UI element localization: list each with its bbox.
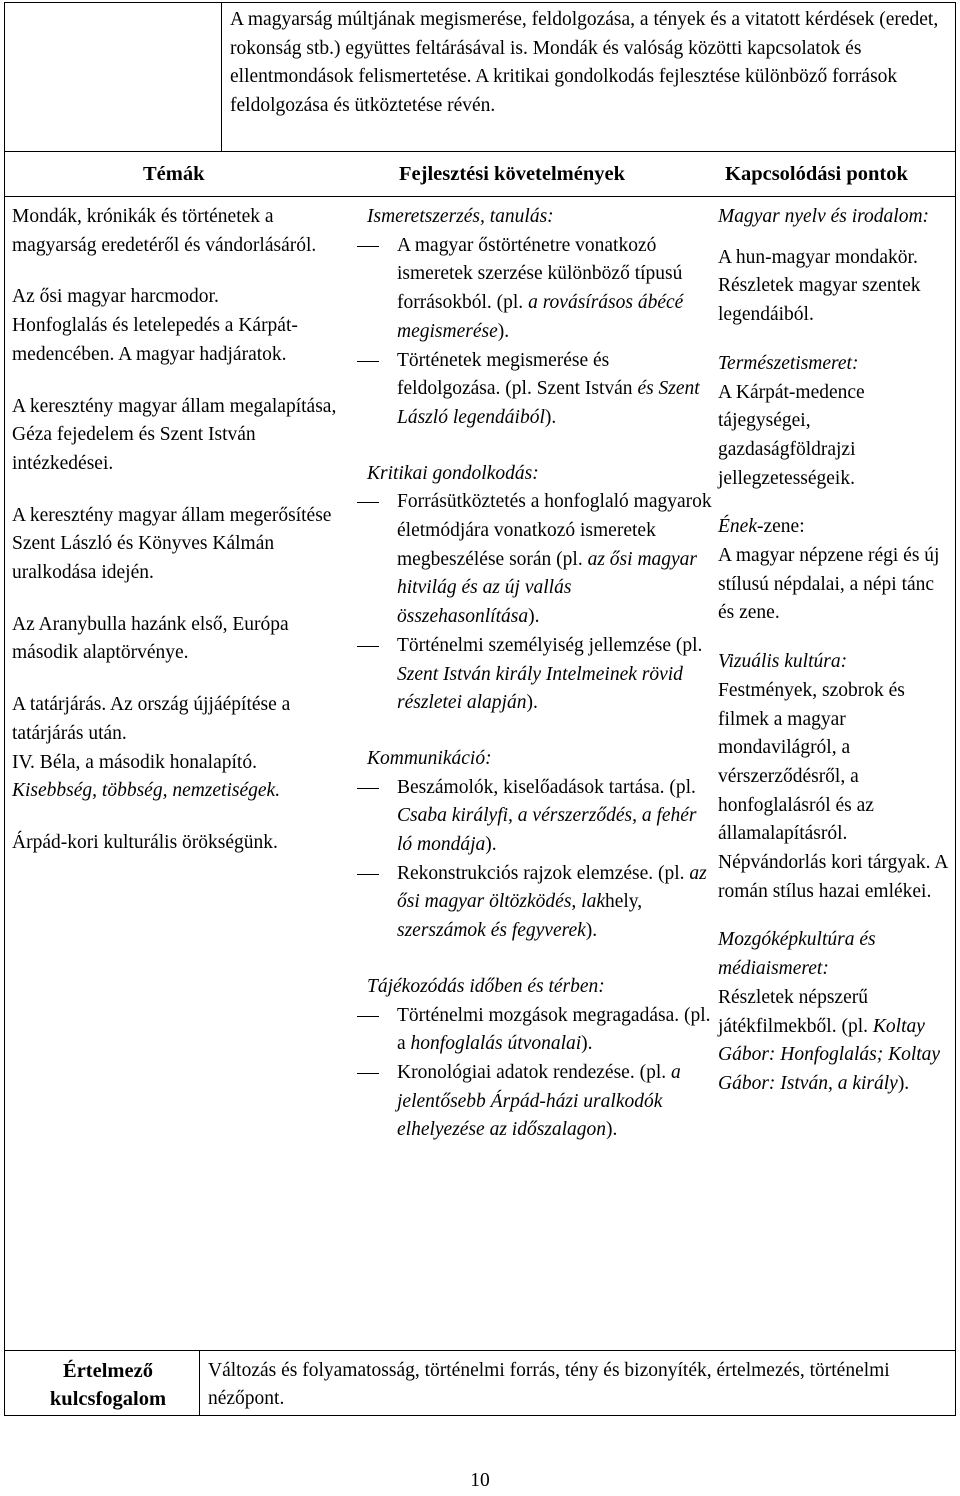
- list-item-italic: az ősi magyar öltözködés, lak: [397, 862, 707, 913]
- list-item-italic: szerszámok és fegyverek: [397, 920, 586, 942]
- topic-bela-iv: IV. Béla, a második honalapító.: [12, 751, 257, 773]
- list-item-text: Történelmi mozgások megragadása. (pl. a: [397, 1004, 711, 1055]
- topic-conquest: Honfoglalás és letelepedés a Kárpát-medencében. A magyar hadjáratok.: [12, 315, 298, 365]
- list-item: [357, 232, 712, 347]
- connection-visual-title: [718, 648, 950, 677]
- connection-science-title-text: Természetismeret:: [718, 352, 859, 374]
- topic-warfare: Az ősi magyar harcmodor.: [12, 286, 219, 308]
- list-item-italic: az ősi magyar hitvilág és az új vallás összehasonlítása: [397, 548, 698, 628]
- table-top-border: [4, 2, 956, 3]
- connection-science-text: A Kárpát-medence tájegységei, gazdaságföldrajzi jellegzetességeik.: [718, 381, 865, 489]
- concepts-text: Változás és folyamatosság, történelmi forrás, tény és bizonyíték, értelmezés, történelmi nézőpont.: [208, 1360, 890, 1409]
- header-row-top-border: [4, 151, 956, 152]
- list-item-italic: honfoglalás útvonalai: [410, 1033, 582, 1055]
- connection-media-title: [718, 926, 950, 983]
- section-knowledge-title: [357, 203, 712, 232]
- section-communication-title-text: Kommunikáció:: [367, 747, 492, 769]
- list-item-tail: ).: [528, 606, 540, 628]
- concepts-label-divider: [199, 1350, 200, 1416]
- connection-literature-text: A hun-magyar mondakör. Részletek magyar szentek legendáiból.: [718, 246, 921, 326]
- connection-music-title-plain: -zene:: [756, 516, 805, 538]
- section-orientation-title-text: Tájékozódás időben és térben:: [367, 975, 605, 997]
- concepts-row-top-border: [4, 1350, 956, 1351]
- header-row-bottom-border: [4, 196, 956, 197]
- list-item-italic: a jelentősebb Árpád-házi uralkodók elhelyezése az időszalagon: [397, 1061, 681, 1141]
- list-item-italic: Csaba királyfi, a vérszerződés, a fehér ló mondája: [397, 805, 697, 856]
- connection-visual-text: Festmények, szobrok és filmek a magyar mondavilágról, a vérszerződésről, a honfoglalásról és az államalapításról. Népvándorlás kori tárgyak. A román stílus hazai emlékei.: [718, 679, 948, 902]
- header-topics: Témák: [143, 163, 205, 185]
- list-item: [357, 860, 712, 946]
- list-item-text: Rekonstrukciós rajzok elemzése. (pl.: [397, 862, 685, 884]
- table-left-border: [4, 2, 5, 1416]
- section-critical-title-text: Kritikai gondolkodás:: [367, 462, 539, 484]
- topic-minorities: [12, 777, 357, 806]
- connection-music-title: [718, 513, 950, 542]
- connection-science-title: [718, 350, 950, 379]
- list-item: [357, 347, 712, 433]
- topic-mongol-invasion: A tatárjárás. Az ország újjáépítése a tatárjárás után.: [12, 694, 291, 744]
- list-item: [357, 1059, 712, 1145]
- section-knowledge-title-text: Ismeretszerzés, tanulás:: [367, 206, 554, 227]
- topic-minorities-text: Kisebbség, többség, nemzetiségek.: [12, 780, 281, 802]
- list-item-text: Forrásütköztetés a honfoglaló magyarok életmódjára vonatkozó ismeretek megbeszélése során (pl.: [397, 491, 712, 570]
- list-item-tail: ).: [497, 320, 510, 342]
- connection-music-title-italic: Ének: [718, 516, 757, 538]
- section-critical-title: [357, 460, 712, 489]
- connection-media-text-tail: ).: [897, 1072, 910, 1094]
- list-item-italic: a rovásírásos ábécé megismerése: [397, 292, 684, 342]
- connection-visual-title-text: Vizuális kultúra:: [718, 651, 848, 673]
- section-communication-title: [357, 745, 712, 774]
- list-item-tail: ).: [544, 406, 557, 428]
- header-requirements: Fejlesztési követelmények: [399, 163, 625, 185]
- list-item-text: Történetek megismerése és feldolgozása. (pl. Szent István: [397, 349, 633, 400]
- page-number: 10: [470, 1470, 490, 1491]
- list-item-tail: ).: [485, 834, 497, 856]
- list-item-text: A magyar őstörténetre vonatkozó ismeretek szerzése különböző típusú forrásokból. (pl.: [397, 234, 683, 314]
- header-connections: Kapcsolódási pontok: [725, 163, 908, 185]
- list-item-tail: ).: [581, 1033, 593, 1055]
- table-right-border: [955, 2, 956, 1416]
- list-item-text: Beszámolók, kiselőadások tartása. (pl.: [397, 776, 696, 798]
- intro-left-divider: [221, 2, 222, 152]
- topic-golden-bull: Az Aranybulla hazánk első, Európa második alaptörvénye.: [12, 613, 289, 664]
- connection-literature-title-text: Magyar nyelv és irodalom:: [718, 206, 930, 227]
- requirements-column: [357, 203, 712, 1145]
- list-item-italic: Szent István király Intelmeinek rövid részletei alapján: [397, 663, 683, 714]
- topic-origins: Mondák, krónikák és történetek a magyarság eredetéről és vándorlásáról.: [12, 206, 317, 256]
- topics-column: [12, 203, 357, 858]
- list-item-tail: ).: [606, 1119, 618, 1141]
- intro-paragraph: A magyarság múltjának megismerése, feldolgozása, a tények és a vitatott kérdések (eredet, rokonság stb.) együttes feltárásával is. Mondák és valóság közötti kapcsolatok és ellentmondások felismertetése. A kritikai gondolkodás fejlesztése különböző források feldolgozása és ütköztetése révén.: [230, 9, 939, 116]
- list-item: [357, 1002, 712, 1059]
- list-item-text: Történelmi személyiség jellemzése (pl.: [397, 634, 703, 656]
- list-item-tail: ).: [585, 920, 598, 942]
- list-item-plain: hely,: [604, 891, 643, 913]
- connections-column: [718, 203, 950, 1099]
- topic-state-founding: A keresztény magyar állam megalapítása, Géza fejedelem és Szent István intézkedései.: [12, 395, 337, 474]
- list-item-italic: és Szent László legendáiból: [397, 378, 700, 428]
- connection-media-text-italic: Koltay Gábor: Honfoglalás; Koltay Gábor: István, a király: [718, 1015, 941, 1094]
- connection-media-text-plain: Részletek népszerű játékfilmekből. (pl.: [718, 986, 869, 1037]
- connection-literature-title: [718, 203, 950, 232]
- connection-media-title-text: Mozgóképkultúra és médiaismeret:: [718, 929, 876, 980]
- list-item: [357, 488, 712, 632]
- section-orientation-title: [357, 973, 712, 1002]
- list-item-tail: ).: [526, 692, 538, 714]
- connection-music-text: A magyar népzene régi és új stílusú népdalai, a népi tánc és zene.: [718, 545, 940, 624]
- table-bottom-border: [4, 1415, 956, 1416]
- topic-state-consolidation: A keresztény magyar állam megerősítése Szent László és Könyves Kálmán uralkodása idején.: [12, 504, 332, 584]
- intro-text: [230, 6, 946, 120]
- list-item: [357, 632, 712, 718]
- connection-media-text: [718, 984, 950, 1099]
- topic-heritage: Árpád-kori kulturális örökségünk.: [12, 831, 278, 853]
- concepts-label: Értelmező kulcsfogalom: [49, 1360, 167, 1410]
- list-item-text: Kronológiai adatok rendezése. (pl.: [397, 1061, 667, 1083]
- list-item: [357, 774, 712, 860]
